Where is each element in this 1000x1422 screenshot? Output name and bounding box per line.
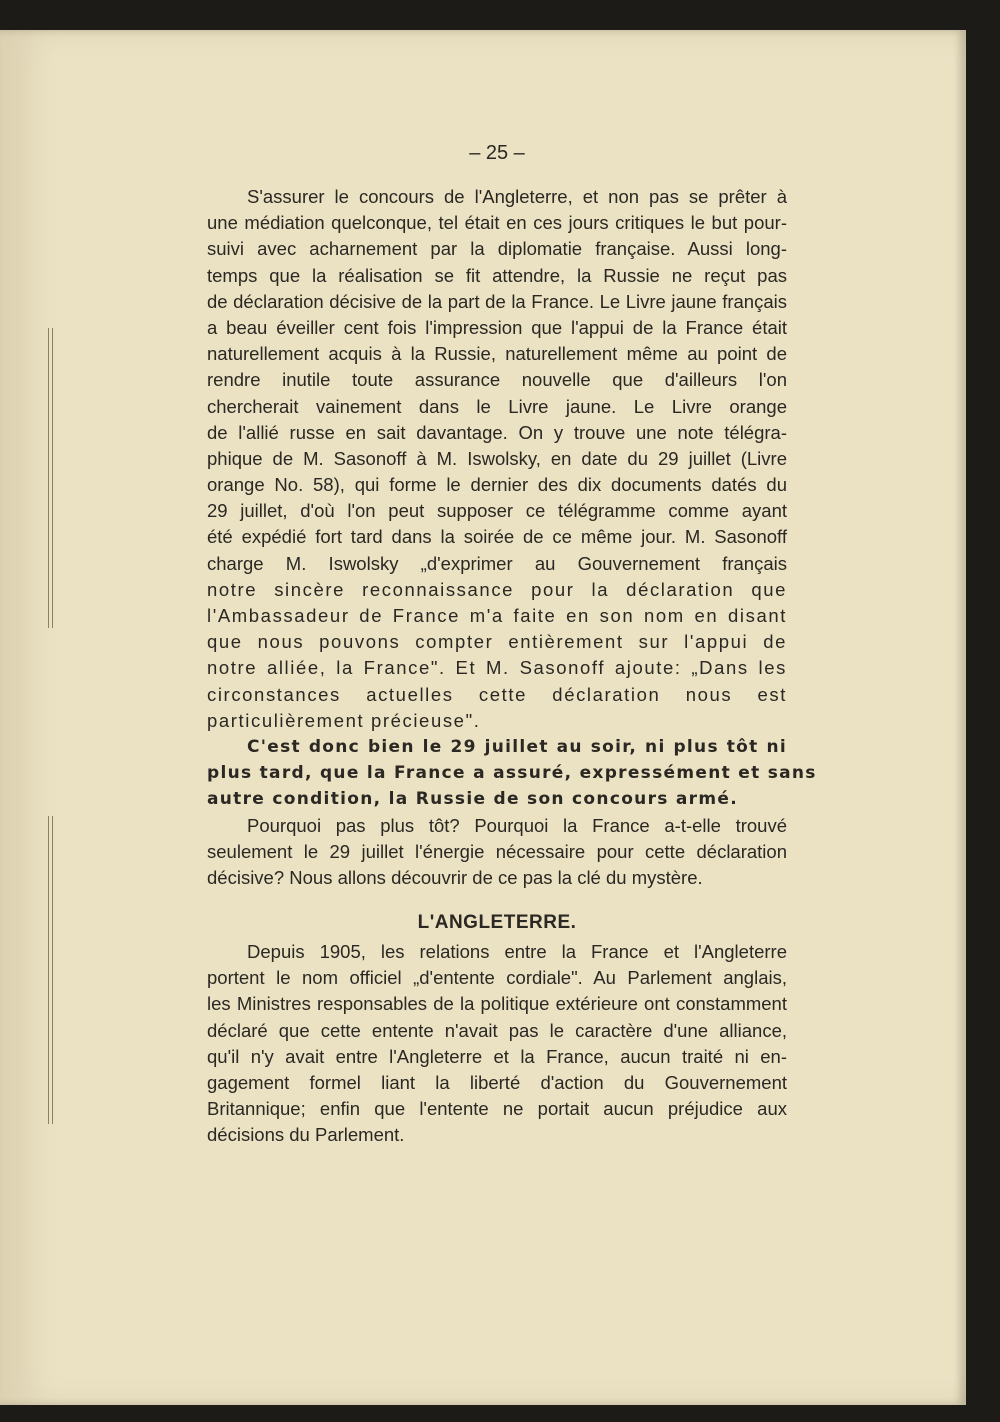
section-heading: L'ANGLETERRE. bbox=[417, 912, 577, 934]
text-line: naturellement acquis à la Russie, naturellement même au point de bbox=[207, 343, 787, 365]
text-line: S'assurer le concours de l'Angleterre, et non pas se prêter à bbox=[247, 186, 787, 207]
text-line: circonstances actuelles cette déclaration nous est bbox=[207, 683, 787, 705]
text-line: les Ministres responsables de la politique extérieure ont constamment bbox=[207, 993, 787, 1015]
text-line: C'est donc bien le 29 juillet au soir, ni plus tôt ni bbox=[247, 736, 787, 757]
text-line: notre sincère reconnaissance pour la déclaration que bbox=[207, 578, 787, 600]
binding-mark bbox=[48, 816, 53, 1124]
binding-mark bbox=[48, 328, 53, 628]
text-line: particulièrement précieuse". bbox=[207, 709, 481, 731]
text-line: décisions du Parlement. bbox=[207, 1124, 405, 1146]
text-line: qu'il n'y avait entre l'Angleterre et la France, aucun traité ni en- bbox=[207, 1045, 787, 1067]
text-line: de déclaration décisive de la part de la France. Le Livre jaune français bbox=[207, 290, 787, 312]
text-line: temps que la réalisation se fit attendre, la Russie ne reçut pas bbox=[207, 264, 787, 286]
text-line: notre alliée, la France". Et M. Sasonoff ajoute: „Dans les bbox=[207, 657, 787, 679]
text-line: déclaré que cette entente n'avait pas le caractère d'une alliance, bbox=[207, 1019, 787, 1041]
text-line: rendre inutile toute assurance nouvelle que d'ailleurs l'on bbox=[207, 369, 787, 391]
text-line: phique de M. Sasonoff à M. Iswolsky, en date du 29 juillet (Livre bbox=[207, 447, 787, 469]
text-line: que nous pouvons compter entièrement sur l'appui de bbox=[207, 631, 787, 653]
page-number: – 25 – bbox=[469, 142, 525, 164]
text-line: gagement formel liant la liberté d'action du Gouvernement bbox=[207, 1072, 787, 1093]
text-line: seulement le 29 juillet l'énergie nécessaire pour cette déclaration bbox=[207, 840, 787, 862]
text-line: Depuis 1905, les relations entre la France et l'Angleterre bbox=[247, 941, 787, 963]
text-line: de l'allié russe en sait davantage. On y trouve une note télégra- bbox=[207, 421, 787, 443]
text-line: portent le nom officiel „d'entente cordiale". Au Parlement anglais, bbox=[207, 967, 787, 989]
text-line: plus tard, que la France a assuré, expressément et sans bbox=[207, 763, 817, 784]
body-text bbox=[207, 184, 817, 1149]
text-line: charge M. Iswolsky „d'exprimer au Gouvernement français bbox=[207, 552, 787, 574]
text-line: Britannique; enfin que l'entente ne portait aucun préjudice aux bbox=[207, 1098, 787, 1120]
text-line: décisive? Nous allons découvrir de ce pas la clé du mystère. bbox=[207, 866, 703, 888]
text-line: autre condition, la Russie de son concours armé. bbox=[207, 789, 738, 810]
text-line: été expédié fort tard dans la soirée de ce même jour. M. Sasonoff bbox=[207, 526, 787, 548]
text-line: une médiation quelconque, tel était en ces jours critiques le but pour- bbox=[207, 212, 787, 234]
text-line: orange No. 58), qui forme le dernier des dix documents datés du bbox=[207, 474, 787, 496]
text-line: l'Ambassadeur de France m'a faite en son nom en disant bbox=[207, 605, 787, 626]
text-line: Pourquoi pas plus tôt? Pourquoi la France a-t-elle trouvé bbox=[247, 814, 787, 836]
text-line: suivi avec acharnement par la diplomatie française. Aussi long- bbox=[207, 238, 787, 260]
text-line: 29 juillet, d'où l'on peut supposer ce télégramme comme ayant bbox=[207, 500, 787, 522]
text-line: chercherait vainement dans le Livre jaune. Le Livre orange bbox=[207, 395, 787, 417]
text-line: a beau éveiller cent fois l'impression que l'appui de la France était bbox=[207, 316, 787, 338]
